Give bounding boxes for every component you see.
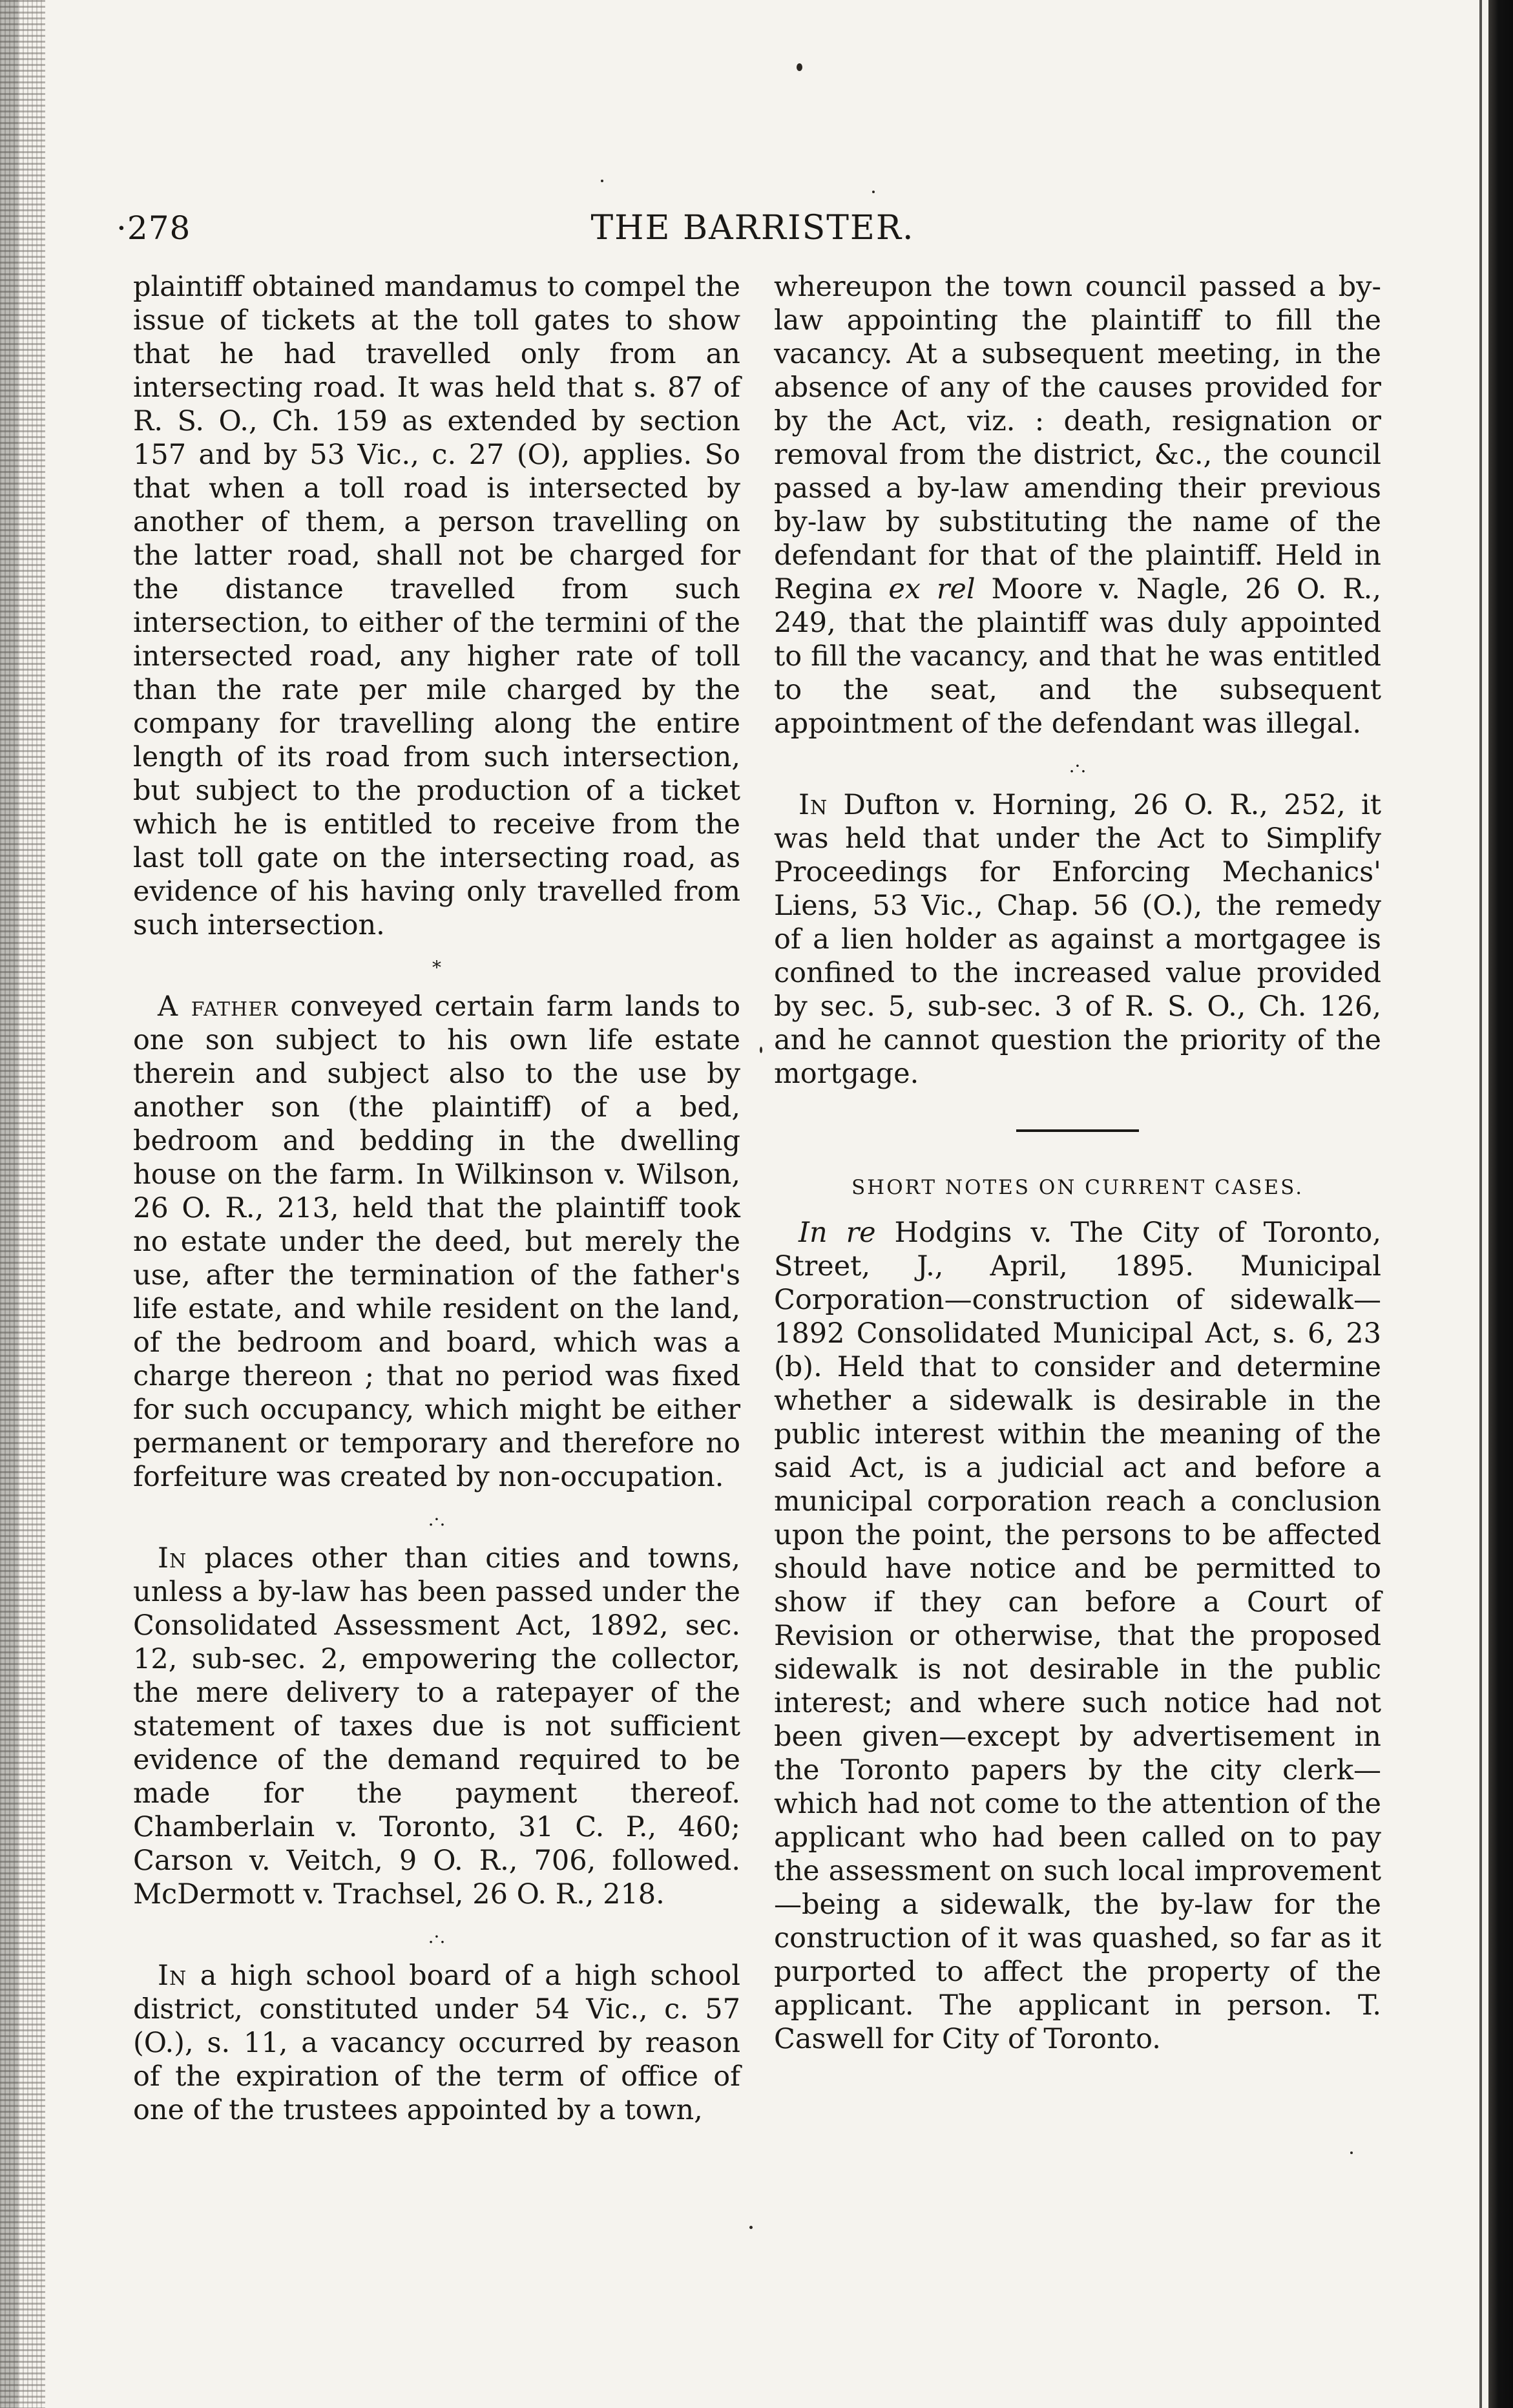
page-header: [116, 205, 1389, 251]
separator-dots: .·.: [1069, 755, 1087, 777]
running-title: THE BARRISTER.: [590, 209, 915, 247]
right-paragraph-1: [774, 270, 1381, 740]
paragraph-body: Hodgins v. The City of Toronto, Street, J., April, 1895. Municipal Corporation—construction of sidewalk—1892 Consolidated Municipal Act, s. 6, 23 (b). Held that to consider and determine whether a sidewalk is desirable in the public interest within the meaning of the said Act, is a judicial act and before a municipal corporation reach a conclusion upon the point, the persons to be affected should have notice and be permitted to show if they can before a Court of Revision or otherwise, that the proposed sidewalk is not desirable in the public interest; and where such notice had not been given—except by advertisement in the Toronto papers by the city clerk—which had not come to the attention of the applicant who had been called on to pay the assessment on such local improvement—being a sidewalk, the by-law for the construction of it was quashed, so far as it purported to affect the property of the applicant. The applicant in person. T. Caswell for City of Toronto.: [774, 1217, 1381, 2055]
left-paragraph-2: [133, 990, 740, 1494]
latin-phrase: In re: [798, 1217, 876, 1249]
separator-dots: .·.: [428, 1926, 446, 1947]
left-paragraph-4: [133, 1959, 740, 2127]
page-number: ·278: [116, 209, 191, 247]
paragraph-body: conveyed certain farm lands to one son subject to his own life estate therein and subject also to the use by another son (the plaintiff) of a bed, bedroom and bedding in the dwelling house on the farm. In Wilkinson v. Wilson, 26 O. R., 213, held that the plaintiff took no estate under the deed, but merely the use, after the termination of the father's life estate, and while resident on the land, of the bedroom and board, which was a charge thereon ; that no period was fixed for such occupancy, which might be either permanent or temporary and therefore no forfeiture was created by non-occupation.: [133, 990, 740, 1493]
section-rule: [1016, 1129, 1139, 1132]
right-paragraph-3: [774, 1216, 1381, 2056]
binding-left-edge: [0, 0, 45, 2408]
left-paragraph-3: [133, 1542, 740, 1911]
paragraph-lead: A father: [158, 990, 278, 1023]
separator-dots: .·.: [428, 1509, 446, 1530]
paragraph-lead: In: [158, 1960, 187, 1992]
speck: [601, 180, 603, 182]
paragraph-body: Dufton v. Horning, 26 O. R., 252, it was held that under the Act to Simplify Proceedings for Enforcing Mechanics' Liens, 53 Vic., Chap. 56 (O.), the remedy of a lien holder as against a mortgagee is confined to the increased value provided by sec. 5, sub-sec. 3 of R. S. O., Ch. 126, and he cannot question the priority of the mortgage.: [774, 789, 1381, 1090]
binding-right-line: [1479, 0, 1482, 2408]
left-paragraph-1: plaintiff obtained mandamus to compel the issue of tickets at the toll gates to show that he had travelled only from an intersecting road. It was held that s. 87 of R. S. O., Ch. 159 as extended by section 157 and by 53 Vic., c. 27 (O), applies. So that when a toll road is intersected by another of them, a person travelling on the latter road, shall not be charged for the distance travelled from such intersection, to either of the termini of the intersected road, any higher rate of toll than the rate per mile charged by the company for travelling along the entire length of its road from such intersection, but subject to the production of a ticket which he is entitled to receive from the last toll gate on the intersecting road, as evidence of his having only travelled from such intersection.: [133, 271, 740, 941]
paragraph-body: places other than cities and towns, unless a by-law has been passed under the Consolidated Assessment Act, 1892, sec. 12, sub-sec. 2, empowering the collector, the mere delivery to a ratepayer of the statement of taxes due is not sufficient evidence of the demand required to be made for the payment thereof. Chamberlain v. Toronto, 31 C. P., 460; Carson v. Veitch, 9 O. R., 706, followed. McDermott v. Trachsel, 26 O. R., 218.: [133, 1542, 740, 1911]
right-column: [774, 270, 1381, 2056]
paragraph-body: Moore v. Nagle, 26 O. R., 249, that the plaintiff was duly appointed to fill the vacancy, and that he was entitled to the seat, and the subsequent appointment of the defendant was illegal.: [774, 573, 1381, 740]
paragraph-lead: In: [798, 789, 828, 821]
left-column: [133, 270, 740, 2127]
separator-asterisk: *: [432, 957, 441, 978]
speck: [760, 1047, 762, 1053]
binding-right-edge: [1488, 0, 1513, 2408]
speck: [749, 2226, 753, 2229]
section-heading: SHORT NOTES ON CURRENT CASES.: [851, 1176, 1304, 1199]
speck: [797, 63, 802, 71]
speck: [872, 191, 875, 193]
paragraph-body: a high school board of a high school district, constituted under 54 Vic., c. 57 (O.), s. 11, a vacancy occurred by reason of the expiration of the term of office of one of the trustees appointed by a town,: [133, 1960, 740, 2126]
latin-phrase: ex rel: [888, 573, 976, 605]
paragraph-body: whereupon the town council passed a by-law appointing the plaintiff to fill the vacancy. At a subsequent meeting, in the absence of any of the causes provided for by the Act, viz. : death, resignation or removal from the district, &c., the council passed a by-law amending their previous by-law by substituting the name of the defendant for that of the plaintiff. Held in Regina: [774, 271, 1381, 605]
right-paragraph-2: [774, 788, 1381, 1091]
paragraph-lead: In: [158, 1542, 187, 1575]
speck: [1350, 2151, 1353, 2154]
